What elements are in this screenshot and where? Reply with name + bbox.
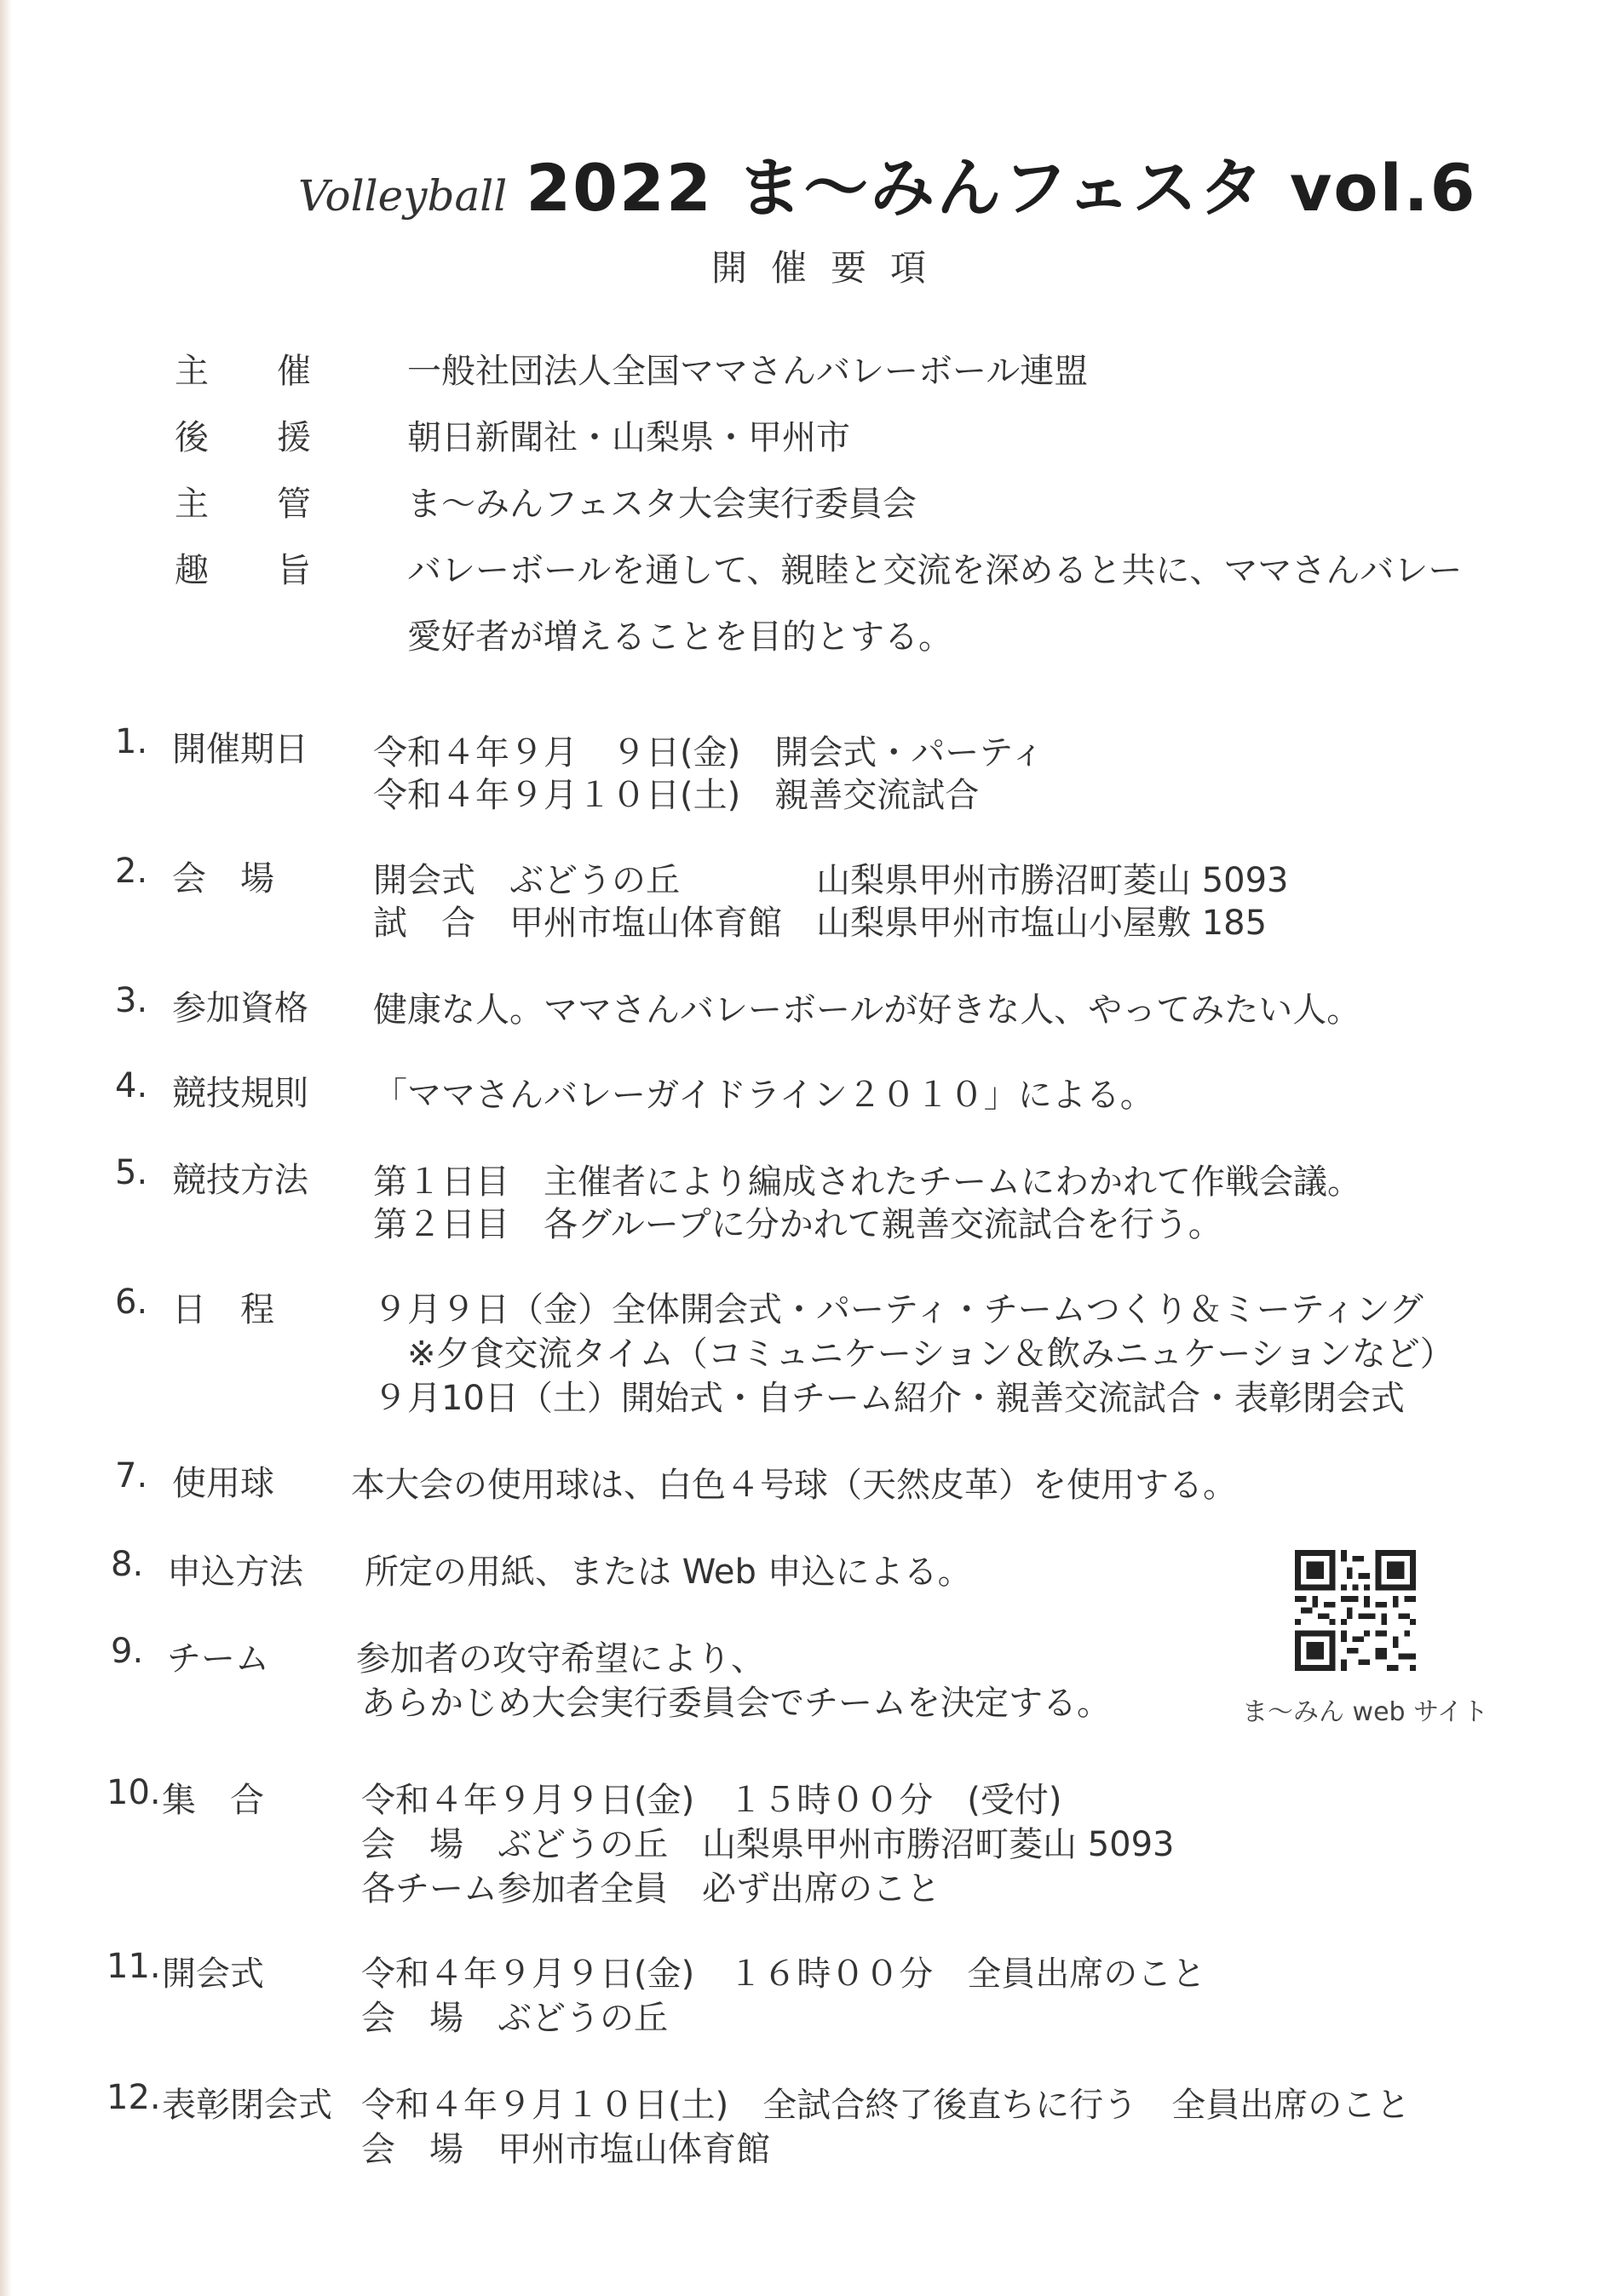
- section-line: 令和４年９月１０日(土) 全試合終了後直ちに行う 全員出席のこと: [361, 2086, 1411, 2125]
- header-value-support: 朝日新聞社・山梨県・甲州市: [407, 418, 850, 457]
- header-label-char: 主: [175, 485, 209, 524]
- section-number: 9.: [111, 1632, 144, 1671]
- header-label-char: 援: [277, 418, 311, 457]
- header-label-support: [175, 410, 311, 459]
- section-label-eligibility: 参加資格: [172, 989, 308, 1028]
- header-value-organizer: 一般社団法人全国ママさんバレーボール連盟: [407, 352, 1089, 391]
- section-label-venue: 会 場: [172, 859, 274, 898]
- header-value-purpose-line1: バレーボールを通して、親睦と交流を深めると共に、ママさんバレー: [407, 551, 1463, 590]
- title-main-text: 2022 ま〜みんフェスタ vol.6: [526, 150, 1477, 226]
- section-number: 11.: [106, 1947, 161, 1986]
- section-line: ※夕食交流タイム（コミュニケーション＆飲みニュケーションなど）: [407, 1335, 1454, 1374]
- section-line: 健康な人。ママさんバレーボールが好きな人、やってみたい人。: [373, 990, 1361, 1030]
- section-number: 4.: [115, 1066, 148, 1105]
- section-line: 開会式 ぶどうの丘 山梨県甲州市勝沼町菱山 5093: [373, 861, 1289, 900]
- section-line: あらかじめ大会実行委員会でチームを決定する。: [361, 1684, 1111, 1723]
- section-line: 「ママさんバレーガイドライン２０１０」による。: [373, 1076, 1154, 1115]
- qr-caption: ま〜みん web サイト: [1242, 1697, 1489, 1727]
- header-value-management: ま〜みんフェスタ大会実行委員会: [407, 485, 917, 524]
- section-line: 参加者の攻守希望により、: [356, 1639, 765, 1679]
- section-line: 会 場 甲州市塩山体育館: [361, 2130, 770, 2169]
- section-line: 令和４年９月１０日(土) 親善交流試合: [373, 776, 980, 815]
- section-number: 1.: [115, 722, 148, 761]
- section-line: 第２日目 各グループに分かれて親善交流試合を行う。: [373, 1205, 1222, 1244]
- section-number: 3.: [115, 981, 148, 1020]
- section-line: 第１日目 主催者により編成されたチームにわかれて作戦会議。: [373, 1162, 1361, 1202]
- section-number: 10.: [106, 1773, 161, 1812]
- header-value-purpose-line2: 愛好者が増えることを目的とする。: [407, 617, 952, 657]
- section-line: 令和４年９月 ９日(金) 開会式・パーティ: [373, 733, 1045, 772]
- section-label-assembly: 集 合: [162, 1781, 264, 1820]
- section-label-dates: 開催期日: [172, 730, 308, 769]
- page-edge-shadow: [0, 0, 12, 2296]
- section-line: 本大会の使用球は、白色４号球（天然皮革）を使用する。: [351, 1466, 1237, 1505]
- section-line: ９月10日（土）開始式・自チーム紹介・親善交流試合・表彰閉会式: [373, 1379, 1405, 1418]
- section-label-rules: 競技規則: [172, 1074, 308, 1113]
- section-label-closing: 表彰閉会式: [162, 2086, 332, 2125]
- header-label-purpose: [175, 543, 311, 592]
- section-number: 7.: [115, 1456, 148, 1495]
- section-number: 6.: [115, 1283, 148, 1322]
- header-label-management: [175, 477, 311, 525]
- section-label-ball: 使用球: [172, 1464, 274, 1503]
- document-subtitle: 開催要項: [711, 247, 951, 289]
- section-number: 5.: [115, 1153, 148, 1192]
- header-label-organizer: [175, 344, 311, 393]
- section-label-opening: 開会式: [162, 1954, 264, 1994]
- document-title: [298, 136, 1477, 230]
- section-line: 各チーム参加者全員 必ず出席のこと: [361, 1869, 940, 1909]
- section-line: 試 合 甲州市塩山体育館 山梨県甲州市塩山小屋敷 185: [373, 904, 1268, 943]
- section-number: 8.: [111, 1545, 144, 1584]
- header-label-char: 管: [277, 485, 311, 524]
- header-label-char: 主: [175, 352, 209, 391]
- section-label-schedule: 日 程: [172, 1290, 274, 1329]
- title-script-text: Volleyball: [298, 171, 508, 221]
- section-line: ９月９日（金）全体開会式・パーティ・チームつくり＆ミーティング: [373, 1290, 1424, 1329]
- section-line: 令和４年９月９日(金) １５時００分 (受付): [361, 1781, 1062, 1820]
- section-label-application: 申込方法: [167, 1553, 303, 1592]
- section-label-method: 競技方法: [172, 1161, 308, 1200]
- section-label-team: チーム: [167, 1639, 269, 1679]
- section-line: 会 場 ぶどうの丘 山梨県甲州市勝沼町菱山 5093: [361, 1825, 1175, 1864]
- header-label-char: 趣: [175, 551, 209, 590]
- header-label-char: 後: [175, 418, 209, 457]
- section-line: 会 場 ぶどうの丘: [361, 1999, 668, 2038]
- header-label-char: 催: [277, 352, 311, 391]
- section-number: 2.: [115, 852, 148, 891]
- qr-code-icon[interactable]: [1295, 1550, 1416, 1671]
- section-number: 12.: [106, 2078, 161, 2117]
- header-label-char: 旨: [277, 551, 311, 590]
- section-line: 所定の用紙、または Web 申込による。: [365, 1553, 972, 1592]
- section-line: 令和４年９月９日(金) １６時００分 全員出席のこと: [361, 1954, 1206, 1994]
